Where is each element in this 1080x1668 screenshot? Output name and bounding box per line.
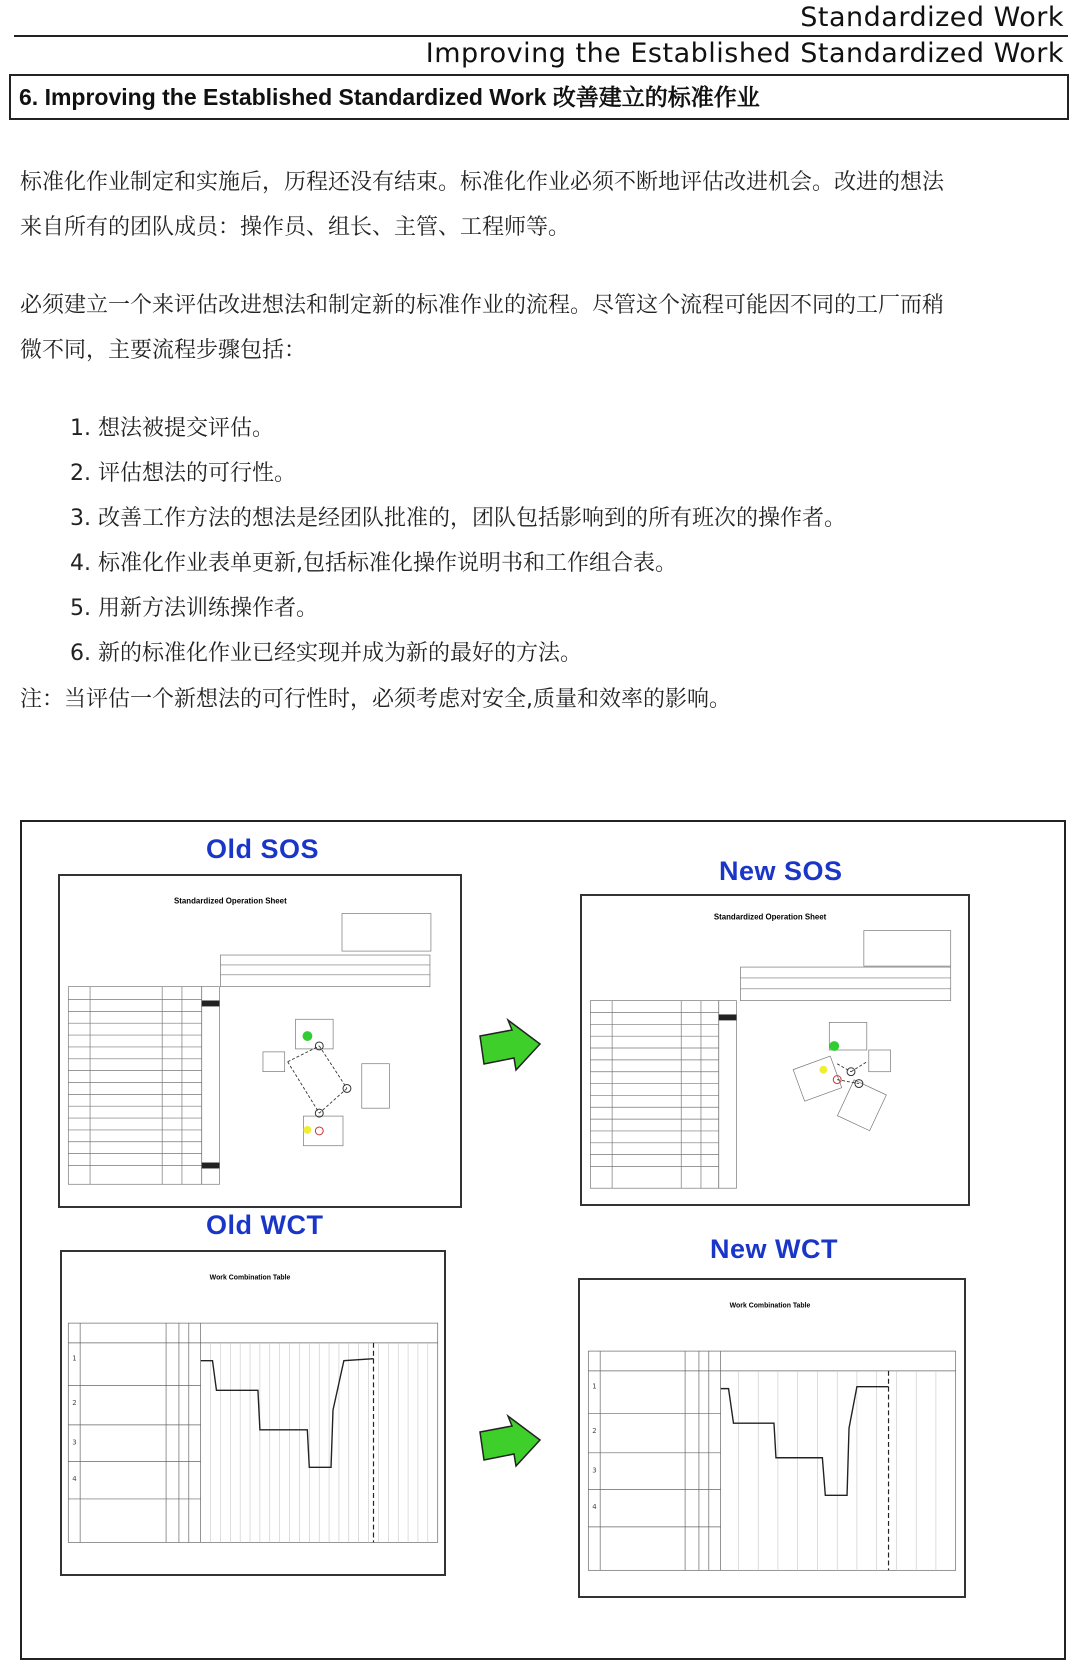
list-item: 6. 新的标准化作业已经实现并成为新的最好的方法。	[70, 641, 582, 666]
wct-improvement-arrow-icon	[478, 1414, 542, 1470]
svg-text:4: 4	[72, 1475, 77, 1484]
old-wct-sheet-drawing	[62, 1252, 444, 1574]
comparison-figure	[20, 820, 1066, 1660]
old-wct-label: Old WCT	[206, 1210, 324, 1240]
svg-text:3: 3	[72, 1438, 77, 1447]
svg-text:4: 4	[592, 1503, 597, 1512]
header-subtitle: Improving the Established Standardized Work	[425, 38, 1064, 69]
svg-text:2: 2	[592, 1427, 597, 1436]
svg-text:1: 1	[592, 1382, 597, 1391]
new-wct-sheet-drawing	[580, 1280, 964, 1596]
new-sos-label: New SOS	[719, 856, 843, 886]
section-heading: 6. Improving the Established Standardized Work 改善建立的标准作业	[9, 74, 1069, 120]
list-item: 3. 改善工作方法的想法是经团队批准的，团队包括影响到的所有班次的操作者。	[70, 506, 846, 531]
new-sos-sheet-title: Standardized Operation Sheet	[713, 912, 827, 922]
list-item: 2. 评估想法的可行性。	[70, 461, 296, 486]
new-sos-sheet-drawing	[582, 896, 968, 1204]
list-item: 1. 想法被提交评估。	[70, 416, 274, 441]
new-wct-label: New WCT	[710, 1234, 838, 1264]
header-rule	[14, 35, 1068, 37]
sos-improvement-arrow-icon	[478, 1018, 542, 1074]
old-sos-sheet-title: Standardized Operation Sheet	[174, 896, 287, 906]
paragraph-1-line-1: 标准化作业制定和实施后，历程还没有结束。标准化作业必须不断地评估改进机会。改进的想法	[20, 170, 945, 195]
list-item: 4. 标准化作业表单更新,包括标准化操作说明书和工作组合表。	[70, 551, 677, 576]
old-sos-sheet	[58, 874, 462, 1208]
new-wct-sheet-title: Work Combination Table	[729, 1302, 811, 1310]
svg-text:2: 2	[72, 1399, 77, 1408]
header-title: Standardized Work	[800, 2, 1064, 33]
old-wct-sheet-title: Work Combination Table	[209, 1274, 291, 1282]
process-steps-list	[70, 406, 846, 676]
old-sos-label: Old SOS	[206, 834, 320, 864]
svg-text:3: 3	[592, 1466, 597, 1475]
new-sos-sheet	[580, 894, 970, 1206]
paragraph-1-line-2: 来自所有的团队成员：操作员、组长、主管、工程师等。	[20, 215, 571, 240]
old-sos-sheet-drawing	[60, 876, 460, 1206]
paragraph-2-line-2: 微不同，主要流程步骤包括：	[20, 338, 307, 363]
note-text: 注：当评估一个新想法的可行性时，必须考虑对安全,质量和效率的影响。	[20, 687, 731, 712]
paragraph-1	[20, 160, 1070, 250]
list-item: 5. 用新方法训练操作者。	[70, 596, 318, 621]
paragraph-2-line-1: 必须建立一个来评估改进想法和制定新的标准作业的流程。尽管这个流程可能因不同的工厂而稍	[20, 293, 945, 318]
old-wct-sheet	[60, 1250, 446, 1576]
paragraph-2	[20, 283, 1070, 373]
new-wct-sheet	[578, 1278, 966, 1598]
svg-text:1: 1	[72, 1354, 77, 1363]
